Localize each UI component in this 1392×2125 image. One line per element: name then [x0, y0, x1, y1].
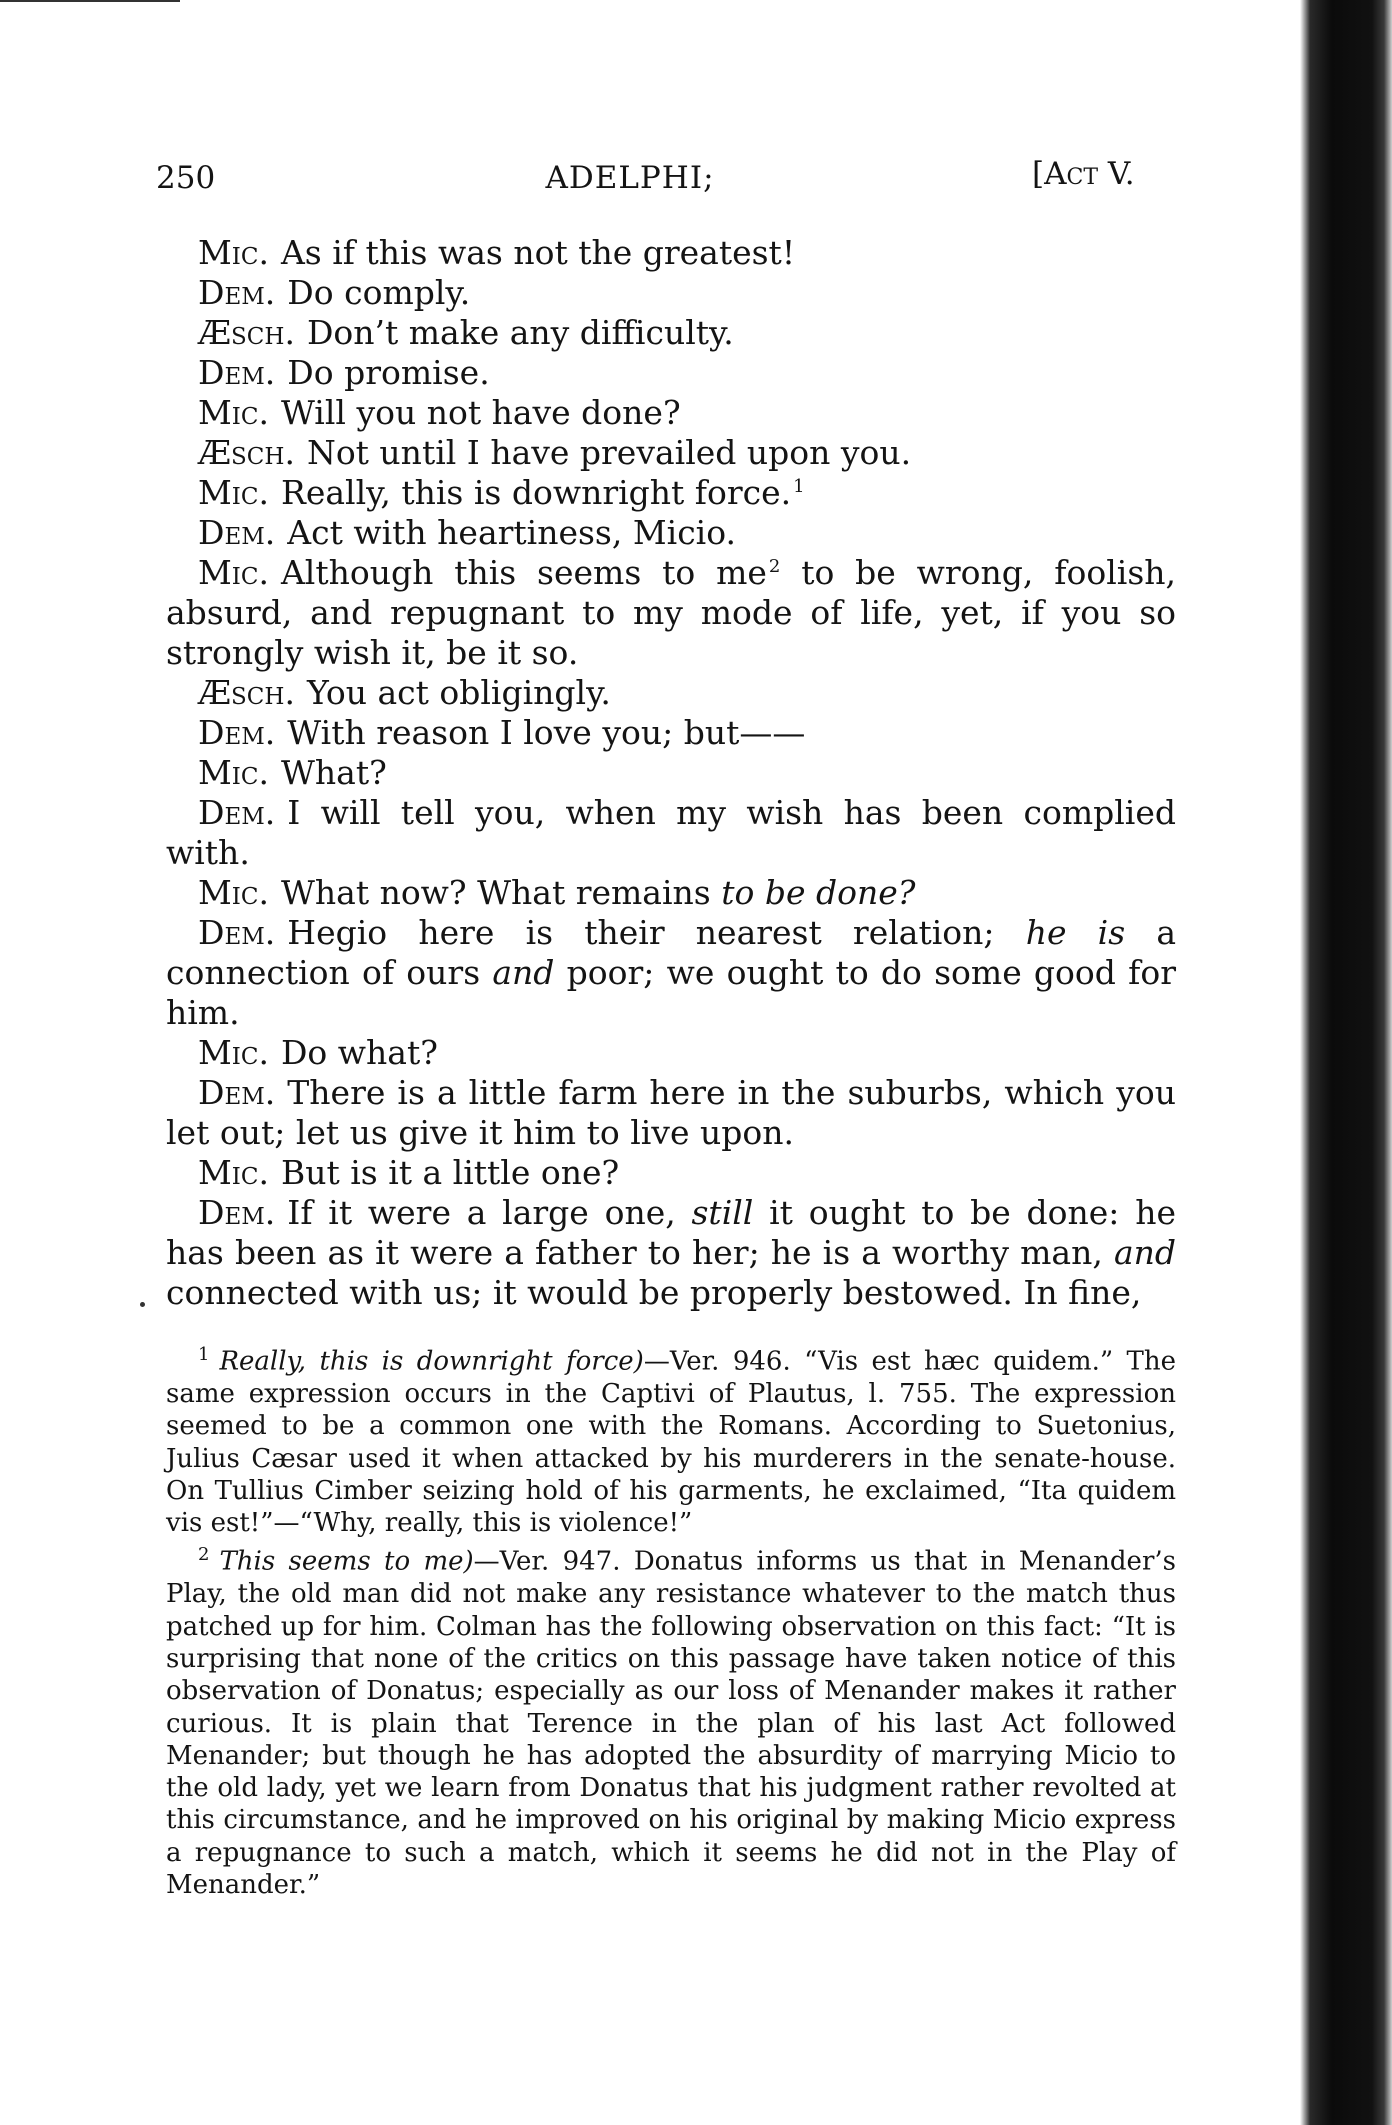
speech-text: If it were a large one,: [287, 1193, 676, 1232]
speech-text: With reason I love you; but——: [287, 713, 806, 752]
speech-line: [166, 233, 1176, 273]
speech-text: poor; we ought to do some good for him.: [166, 953, 1176, 1032]
book-gutter-shadow: [1272, 0, 1392, 2125]
speech-line: [166, 673, 1176, 713]
speech-text: Although this seems to me: [280, 553, 767, 592]
speech-line: [166, 713, 1176, 753]
speaker: Mic.: [198, 473, 269, 512]
speaker: Mic.: [198, 1153, 269, 1192]
speech-text: There is a little farm here in the suburbs, which you let out; let us give it him to live upon.: [166, 1073, 1176, 1152]
footnote: [166, 1539, 1176, 1901]
speech-line: [166, 393, 1176, 433]
speech-text: I will tell you, when my wish has been complied with.: [166, 793, 1176, 872]
speaker: Dem.: [198, 353, 276, 392]
running-head: [0, 152, 1260, 202]
speech-text: it ought to be done: he has been as it were a father to her; he is a worthy man,: [166, 1193, 1176, 1272]
speaker: Dem.: [198, 1193, 276, 1232]
speech-line: [166, 433, 1176, 473]
speech-emphasis: still: [691, 1193, 754, 1232]
speaker: Mic.: [198, 393, 269, 432]
speech-text: What?: [280, 753, 387, 792]
speech-line: [166, 513, 1176, 553]
speaker: Dem.: [198, 713, 276, 752]
footnote-text: —Ver. 947. Donatus informs us that in Menander’s Play, the old man did not make any resistance whatever to the match thus patched up for him. Colman has the following observation on this fact: “It is surprising that none of the critics on this passage have taken notice of this observation of Donatus; especially as our loss of Menander makes it rather curious. It is plain that Terence in the plan of his last Act followed Menander; but though he has adopted the absurdity of marrying Micio to the old lady, yet we learn from Donatus that his judgment rather revolted at this circumstance, and he improved on his original by making Micio express a repugnance to such a match, which it seems he did not in the Play of Menander.”: [166, 1547, 1176, 1901]
speech-emphasis: he is: [1025, 913, 1126, 952]
speech-text: Will you not have done?: [280, 393, 681, 432]
speech-text: Do comply.: [287, 273, 471, 312]
speaker: Mic.: [198, 553, 269, 592]
speech-line: [166, 473, 1176, 513]
speech-text: But is it a little one?: [280, 1153, 620, 1192]
speech-line: [166, 1073, 1176, 1153]
speech-emphasis: and: [1113, 1233, 1176, 1272]
speech-text: to be wrong, foolish, absurd, and repugnant to my mode of life, yet, if you so strongly wish it, be it so.: [166, 553, 1176, 672]
speech-text: Not until I have prevailed upon you.: [306, 433, 912, 472]
footnote-reference: Really, this is downright force): [219, 1346, 644, 1377]
speech-line: [166, 553, 1176, 673]
footnote: [166, 1339, 1176, 1539]
speech-line: [166, 753, 1176, 793]
speaker: Mic.: [198, 873, 269, 912]
speaker: Dem.: [198, 513, 276, 552]
speech-text: connected with us; it would be properly bestowed. In fine,: [166, 1273, 1142, 1312]
speaker: Mic.: [198, 753, 269, 792]
footnote-mark: 2: [198, 1544, 210, 1566]
speaker: Dem.: [198, 1073, 276, 1112]
speech-line: [166, 1193, 1176, 1313]
speech-text: Act with heartiness, Micio.: [287, 513, 737, 552]
speech-text: a connection of ours: [166, 913, 1176, 992]
speech-text: Do what?: [280, 1033, 438, 1072]
speech-text: Don’t make any difficulty.: [306, 313, 734, 352]
speaker: Mic.: [198, 1033, 269, 1072]
speech-text: Hegio here is their nearest relation;: [287, 913, 995, 952]
running-title: ADELPHI;: [545, 160, 715, 196]
ink-speck: [140, 1302, 145, 1307]
footnote-ref: 1: [793, 476, 805, 497]
speech-emphasis: and: [492, 953, 555, 992]
speech-line: [166, 913, 1176, 1033]
speech-line: [166, 273, 1176, 313]
speech-text: Do promise.: [287, 353, 490, 392]
speech-line: [166, 1033, 1176, 1073]
speech-text: As if this was not the greatest!: [280, 233, 796, 272]
speaker: Dem.: [198, 913, 276, 952]
footnote-text: —Ver. 946. “Vis est hæc quidem.” The same expression occurs in the Captivi of Plautus, l. 755. The expression seemed to be a common one with the Romans. According to Suetonius, Julius Cæsar used it when attacked by his murderers in the senate-house. On Tullius Cimber seizing hold of his garments, he exclaimed, “Ita quidem vis est!”—“Why, really, this is violence!”: [166, 1346, 1176, 1539]
footnote-reference: This seems to me): [219, 1547, 474, 1578]
footnotes: [166, 1339, 1176, 1901]
speech-emphasis: to be done?: [721, 873, 916, 912]
speaker: Æsch.: [198, 313, 295, 352]
dialogue: [166, 233, 1176, 1313]
speech-line: [166, 353, 1176, 393]
footnote-ref: 2: [768, 556, 781, 577]
speech-text: What now? What remains: [280, 873, 711, 912]
speaker: Æsch.: [198, 673, 295, 712]
speech-line: [166, 1153, 1176, 1193]
speaker: Mic.: [198, 233, 269, 272]
speech-text: You act obligingly.: [306, 673, 611, 712]
speaker: Æsch.: [198, 433, 295, 472]
speech-line: [166, 873, 1176, 913]
speech-text: Really, this is downright force.: [280, 473, 792, 512]
speech-line: [166, 313, 1176, 353]
act-label: [Act V.: [1032, 156, 1135, 192]
page-number: 250: [156, 160, 216, 196]
speaker: Dem.: [198, 793, 276, 832]
footnote-mark: 1: [198, 1344, 210, 1365]
speech-line: [166, 793, 1176, 873]
speaker: Dem.: [198, 273, 276, 312]
